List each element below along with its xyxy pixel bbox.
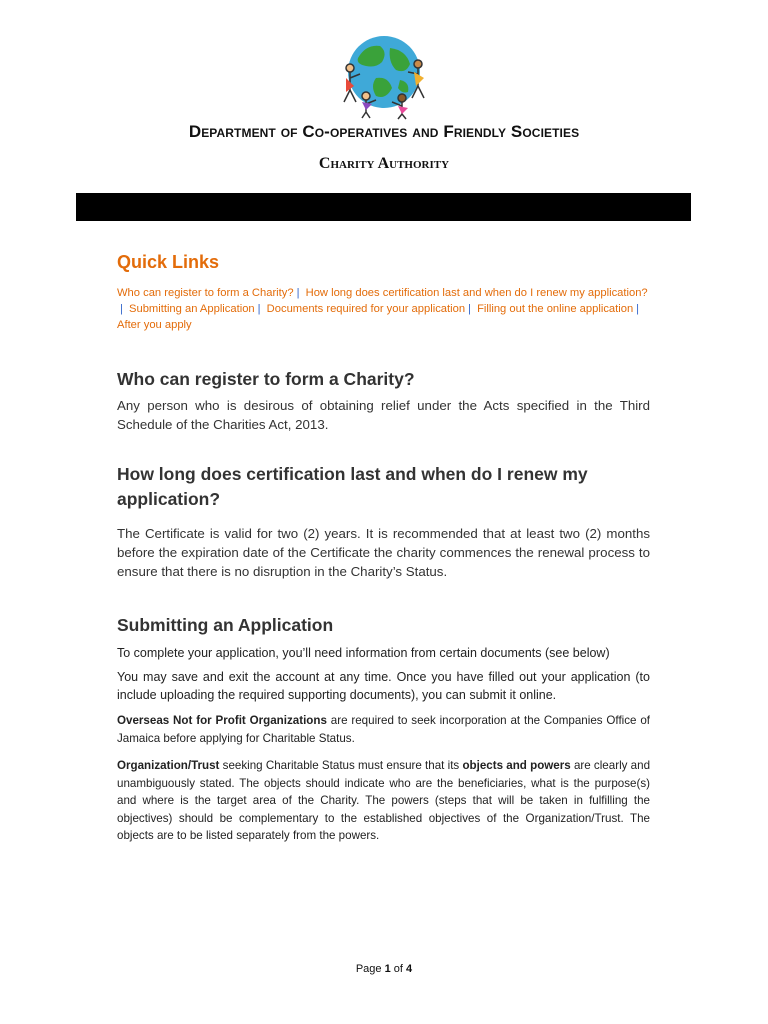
of-word: of — [390, 963, 407, 975]
section-heading-how-long: How long does certification last and when do I renew my application? — [117, 464, 588, 509]
section-heading-submitting: Submitting an Application — [117, 615, 334, 635]
quick-link-filling-out[interactable]: Filling out the online application — [477, 303, 634, 315]
organization-text-2: are clearly and unambiguously stated. The objects should indicate who are the beneficiaries, what is the purpose(s) and where is the target area of the Charity. The powers (steps that will be taken in fulfilling the objectives) should be complementary to the established objectives of the Organization/Trust. The objects are to be listed separately from the powers. — [117, 759, 651, 842]
submitting-paragraph-2: You may save and exit the account at any time. Once you have filled out your application (to include uploading the required supporting documents), you can submit it online. — [117, 670, 650, 702]
link-separator: | — [257, 303, 261, 315]
page-footer — [0, 963, 768, 975]
current-page-number: 1 — [384, 963, 391, 975]
link-separator: | — [296, 287, 300, 299]
section-text-who: Any person who is desirous of obtaining relief under the Acts specified in the Third Schedule of the Charities Act, 2013. — [117, 398, 650, 432]
quick-link-submitting[interactable]: Submitting an Application — [129, 303, 255, 315]
organization-text-1: seeking Charitable Status must ensure that its — [219, 759, 463, 772]
quick-link-after-you-apply[interactable]: After you apply — [117, 319, 192, 331]
overseas-text: are required to seek incorporation at the Companies Office of Jamaica before applying for Charitable Status. — [117, 714, 651, 745]
quick-links-list — [117, 285, 650, 333]
submitting-paragraph-overseas — [117, 712, 650, 747]
organization-label: Organization/Trust — [117, 759, 220, 772]
overseas-label: Overseas Not for Profit Organizations — [117, 714, 327, 727]
globe-children-logo-icon — [336, 28, 432, 120]
section-heading-who: Who can register to form a Charity? — [117, 369, 415, 389]
submitting-paragraph-1: To complete your application, you’ll need information from certain documents (see below) — [117, 646, 610, 660]
quick-links-heading: Quick Links — [117, 252, 220, 272]
section-text-how-long: The Certificate is valid for two (2) years. It is recommended that at least two (2) months before the expiration date of the Certificate the charity commences the renewal process to ensure that there is no disruption in the Charity’s Status. — [117, 526, 650, 579]
main-content — [117, 252, 650, 845]
objects-powers-label: objects and powers — [462, 759, 571, 772]
submitting-paragraph-organization — [117, 757, 650, 845]
quick-link-documents-required[interactable]: Documents required for your application — [266, 303, 466, 315]
authority-title: Charity Authority — [318, 155, 450, 172]
link-separator: | — [120, 303, 123, 315]
header-divider-bar — [76, 193, 691, 221]
quick-link-certification-renewal[interactable]: How long does certification last and when do I renew my application? — [305, 287, 648, 299]
department-title: Department of Co-operatives and Friendly Societies — [188, 122, 580, 141]
page-word: Page — [355, 963, 385, 975]
total-page-number: 4 — [406, 963, 413, 975]
quick-link-who-can-register[interactable]: Who can register to form a Charity? — [117, 287, 294, 299]
link-separator: | — [468, 303, 471, 315]
link-separator: | — [636, 303, 640, 315]
